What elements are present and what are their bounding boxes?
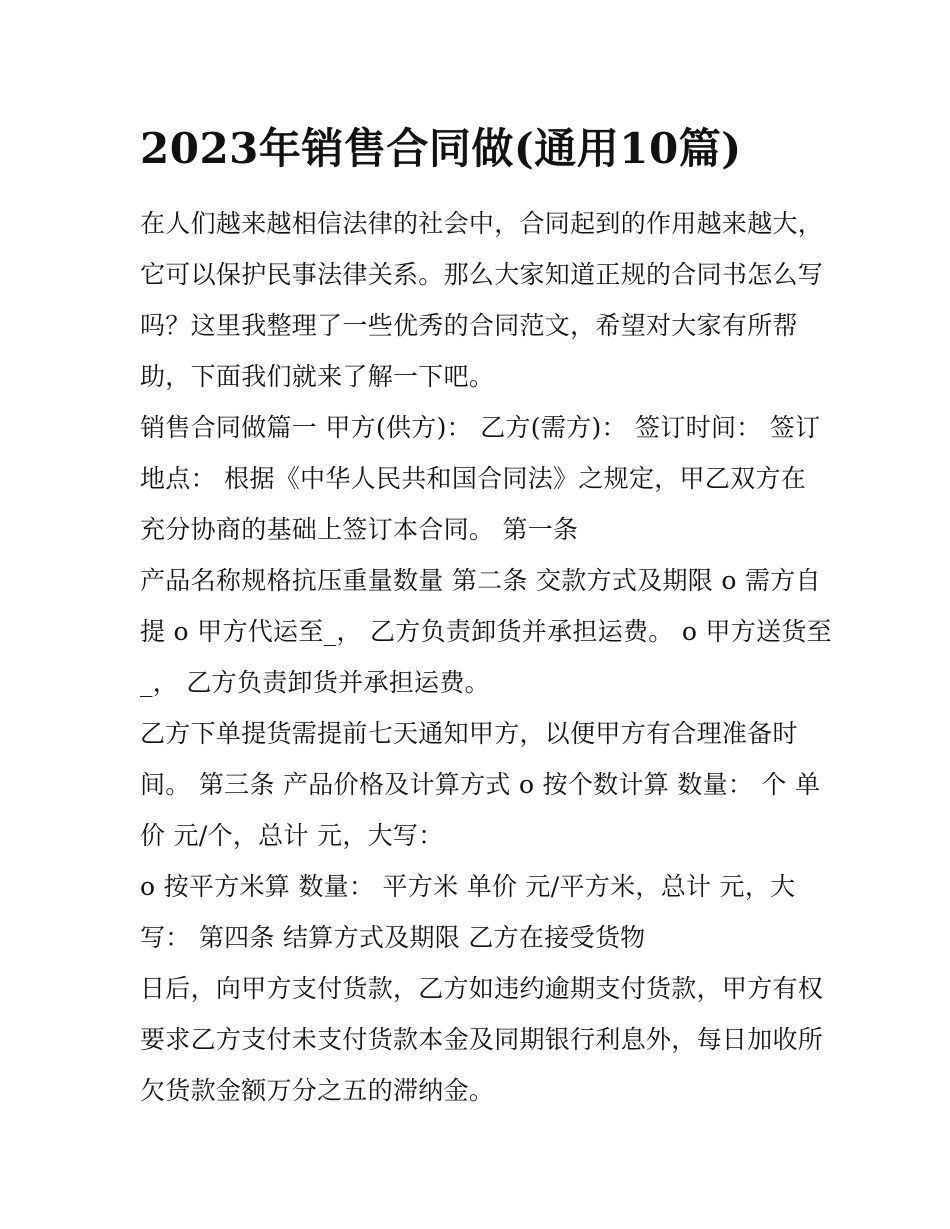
- text-line: 乙方下单提货需提前七天通知甲方，以便甲方有合理准备时: [140, 719, 798, 748]
- paragraph-article-2: [140, 555, 832, 708]
- text-line: 间。 第三条 产品价格及计算方式 o 按个数计算 数量： 个 单: [140, 770, 821, 799]
- text-line: 写： 第四条 结算方式及期限 乙方在接受货物: [140, 923, 646, 952]
- text-line: 日后，向甲方支付货款，乙方如违约逾期支付货款，甲方有权: [140, 974, 824, 1003]
- text-line: 吗？这里我整理了一些优秀的合同范文，希望对大家有所帮: [140, 311, 798, 340]
- text-line: 价 元/个，总计 元，大写：: [140, 821, 444, 850]
- paragraph-article-3: [140, 708, 821, 861]
- text-line: 在人们越来越相信法律的社会中，合同起到的作用越来越大，: [140, 209, 824, 238]
- text-line: 它可以保护民事法律关系。那么大家知道正规的合同书怎么写: [140, 260, 824, 289]
- document-title: 2023年销售合同做(通用10篇): [140, 124, 742, 173]
- text-line: 要求乙方支付未支付货款本金及同期银行利息外，每日加收所: [140, 1025, 824, 1054]
- paragraph-intro: [140, 198, 824, 402]
- text-line: 地点： 根据《中华人民共和国合同法》之规定，甲乙双方在: [140, 464, 807, 493]
- text-line: 提 o 甲方代运至_， 乙方负责卸货并承担运费。 o 甲方送货至: [140, 617, 832, 646]
- text-line: 充分协商的基础上签订本合同。 第一条: [140, 515, 579, 544]
- paragraph-payment: [140, 963, 824, 1116]
- text-line: 助，下面我们就来了解一下吧。: [140, 362, 495, 391]
- text-line: o 按平方米算 数量： 平方米 单价 元/平方米，总计 元，大: [140, 872, 796, 901]
- paragraph-parties: [140, 402, 821, 555]
- text-line: _， 乙方负责卸货并承担运费。: [140, 668, 490, 697]
- text-line: 销售合同做篇一 甲方(供方)： 乙方(需方)： 签订时间： 签订: [140, 413, 821, 442]
- text-line: 欠货款金额万分之五的滞纳金。: [140, 1076, 495, 1105]
- text-line: 产品名称规格抗压重量数量 第二条 交款方式及期限 o 需方自: [140, 566, 821, 595]
- document-page: [140, 0, 832, 1116]
- paragraph-area-pricing: [140, 861, 812, 963]
